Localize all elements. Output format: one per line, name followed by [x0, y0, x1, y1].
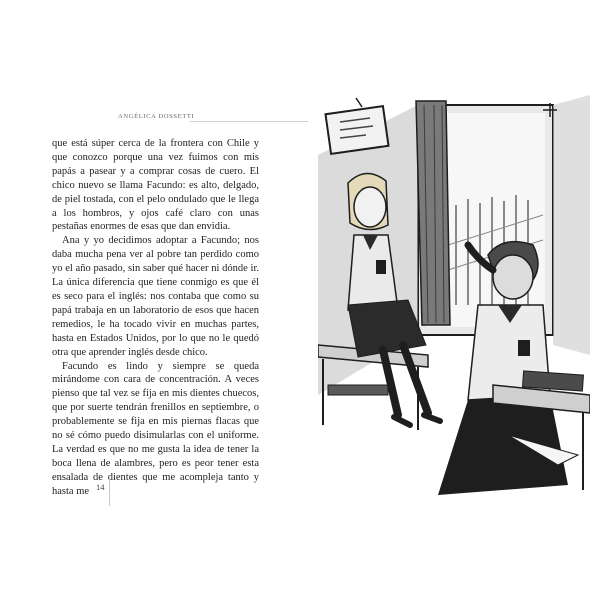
curtain	[416, 101, 450, 325]
desk-book	[328, 385, 388, 395]
boy-face	[493, 255, 533, 299]
running-head-rule	[190, 121, 308, 122]
girl-face	[354, 187, 386, 227]
running-head: ANGÉLICA DOSSETTI	[118, 113, 195, 120]
girl-badge	[376, 260, 386, 274]
body-text	[52, 137, 259, 499]
boy-badge	[518, 340, 530, 356]
page-number-rule	[109, 478, 110, 506]
paragraph-3: Facundo es lindo y siempre se queda mirándome con cara de concentración. A veces pienso que tal vez se fija en mis dientes chuecos, que por suerte tendrán frenillos en septiembre, o probablemente se fija en mis piernas flacas que no sé cómo puedo disimularlas con el uniforme. La verdad es que no me gusta la idea de tener la boca llena de alambres, pero es peor tener esta ensalada de dientes que me acompleja tanto y hasta me	[52, 360, 259, 497]
classroom-illustration	[318, 95, 590, 505]
wall-right	[553, 95, 590, 355]
paragraph-2: Ana y yo decidimos adoptar a Facundo; nos daba mucha pena ver al pobre tan perdido como yo el año pasado, sin saber qué hacer ni dónde ir. La única diferencia que tiene conmigo es que él es seco para el inglés: nos contaba que como su papá trabaja en un laboratorio de esos que hacen remedios, le ha tocado vivir en muchas partes, hasta en Estados Unidos, por lo que no le quedó otra que aprender inglés desde chico.	[52, 235, 259, 358]
wall-sign	[325, 106, 388, 154]
paragraph-1: que está súper cerca de la frontera con Chile y que conozco porque una vez fuimos con mis papás a pasear y a comprar cosas de cuero. El chico nuevo se llama Facundo: es alto, delgado, de piel tostada, con el pelo ondulado que le llega a los hombros, y ojos café claro con unas pestañas enormes de esas que dan envidia.	[52, 138, 259, 233]
page-number: 14	[96, 482, 105, 492]
